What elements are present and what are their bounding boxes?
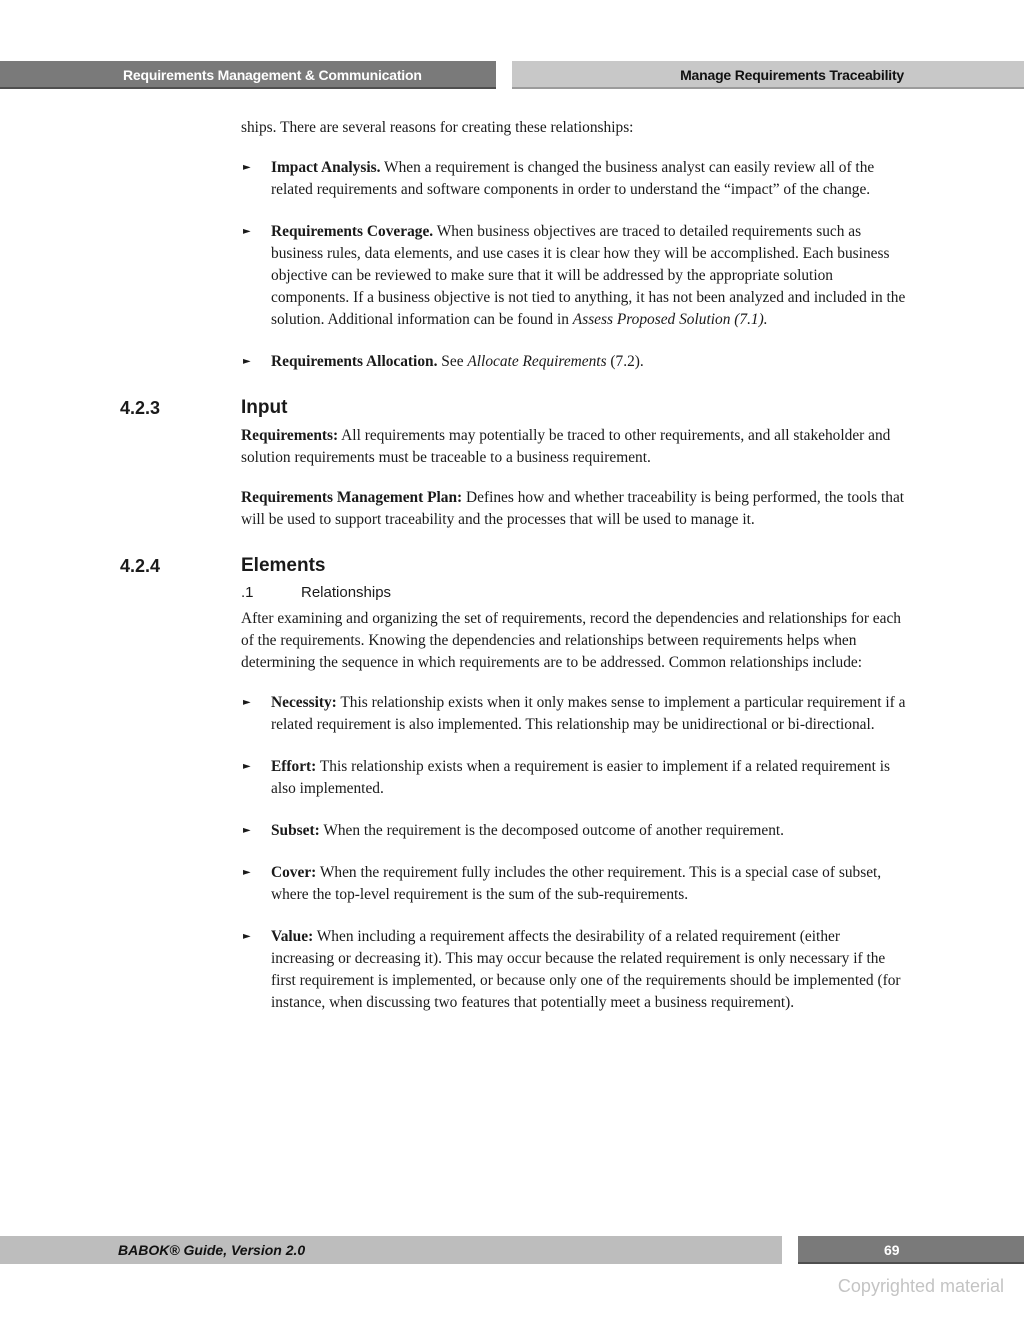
section-title: Input: [241, 397, 288, 418]
bullet-arrow-icon: ►: [243, 931, 251, 942]
relationships-intro: After examining and organizing the set of requirements, record the dependencies and relationships for each of the requirements. Knowing the dependencies and relationships between requirements helps when determining the sequence in which requirements are to be addressed. Common relationships include:: [241, 610, 901, 671]
bullet-arrow-icon: ►: [243, 761, 251, 772]
page-number: 69: [798, 1236, 1024, 1264]
reason-term: Requirements Allocation.: [271, 353, 438, 370]
relationship-text: When including a requirement affects the desirability of a related requirement (either increasing or decreasing it). This may occur because the related requirement is only necessary if the first requirement is implemented, or because only one of the requirements should be implemented (for instance, when discussing two features that potentially meet a business requirement).: [271, 928, 901, 1011]
relationship-value: [241, 926, 906, 1014]
running-header-section: Manage Requirements Traceability: [512, 61, 1024, 89]
cross-reference: Assess Proposed Solution (7.1).: [572, 311, 768, 328]
copyright-watermark: Copyrighted material: [837, 1276, 1004, 1296]
bullet-arrow-icon: ►: [243, 162, 251, 173]
running-header-chapter: Requirements Management & Communication: [0, 61, 496, 89]
input-term: Requirements Management Plan:: [241, 489, 463, 506]
relationship-term: Effort:: [271, 758, 317, 775]
intro-line: ships. There are several reasons for creating these relationships:: [241, 119, 634, 136]
input-text: Defines how and whether traceability is being performed, the tools that will be used to support traceability and the processes that will be used to manage it.: [241, 489, 905, 528]
input-requirements-management-plan: [241, 487, 906, 531]
relationship-effort: [241, 756, 906, 800]
relationship-term: Cover:: [271, 864, 317, 881]
subsection-relationships-heading: [241, 583, 906, 603]
relationship-text: When the requirement is the decomposed outcome of another requirement.: [319, 822, 785, 839]
cross-reference: Allocate Requirements: [467, 353, 607, 370]
relationship-term: Value:: [271, 928, 314, 945]
running-footer-title: BABOK® Guide, Version 2.0: [0, 1236, 782, 1264]
section-title: Elements: [241, 555, 326, 576]
page-body: [120, 117, 906, 1014]
bullet-arrow-icon: ►: [243, 226, 251, 237]
reason-term: Requirements Coverage.: [271, 223, 434, 240]
section-number: 4.2.4: [120, 556, 161, 576]
bullet-arrow-icon: ►: [243, 697, 251, 708]
subsection-number: .1: [241, 584, 254, 601]
reason-term: Impact Analysis.: [271, 159, 381, 176]
reason-text: When business objectives are traced to detailed requirements such as business rules, data elements, and use cases it is clear how they will be accomplished. Each business objective can be reviewed to make sure that it will be addressed by the appropriate solution components. If a business objective is not tied to anything, it has not been analyzed and included in the solution. Additional information can be found in: [271, 223, 906, 328]
reason-impact-analysis: [241, 157, 906, 201]
bullet-arrow-icon: ►: [243, 356, 251, 367]
section-elements-heading: [120, 553, 906, 579]
input-text: All requirements may potentially be traced to other requirements, and all stakeholder and solution requirements must be traceable to a business requirement.: [241, 427, 891, 466]
reason-requirements-allocation: [241, 351, 906, 373]
relationship-term: Necessity:: [271, 694, 337, 711]
bullet-arrow-icon: ►: [243, 825, 251, 836]
relationship-text: This relationship exists when it only makes sense to implement a particular requirement if a related requirement is also implemented. This relationship may be unidirectional or bi-directional.: [271, 694, 906, 733]
relationship-text: This relationship exists when a requirement is easier to implement if a related requirement is also implemented.: [271, 758, 890, 797]
reason-tail: (7.2).: [606, 353, 644, 370]
section-number: 4.2.3: [120, 398, 161, 418]
section-input-heading: [120, 395, 906, 421]
input-term: Requirements:: [241, 427, 339, 444]
reason-text: When a requirement is changed the business analyst can easily review all of the related requirements and software components in order to understand the “impact” of the change.: [271, 159, 875, 198]
relationship-subset: [241, 820, 906, 842]
bullet-arrow-icon: ►: [243, 867, 251, 878]
subsection-title: Relationships: [301, 584, 392, 601]
input-requirements: [241, 425, 906, 469]
reason-text: See: [437, 353, 468, 370]
relationship-cover: [241, 862, 906, 906]
relationship-term: Subset:: [271, 822, 320, 839]
reason-requirements-coverage: [241, 221, 906, 331]
relationship-text: When the requirement fully includes the other requirement. This is a special case of subset, where the top-level requirement is the sum of the sub-requirements.: [271, 864, 882, 903]
relationship-necessity: [241, 692, 906, 736]
